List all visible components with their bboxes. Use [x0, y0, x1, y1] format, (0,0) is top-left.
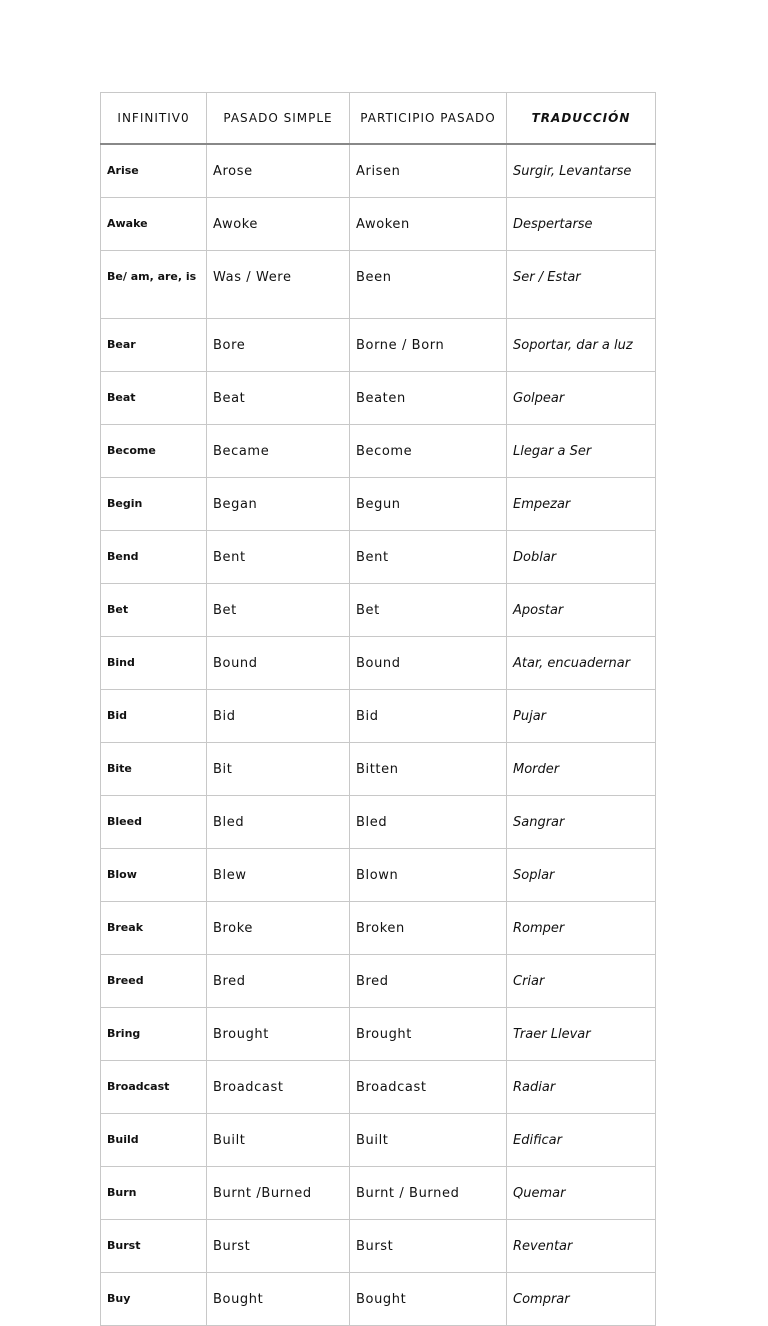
cell-past-simple: Bore	[207, 319, 350, 372]
cell-translation: Romper	[507, 902, 656, 955]
cell-translation: Soportar, dar a luz	[507, 319, 656, 372]
table-row	[101, 955, 656, 1008]
table-row	[101, 743, 656, 796]
cell-infinitive: Awake	[101, 198, 207, 251]
table-row	[101, 584, 656, 637]
cell-infinitive: Bind	[101, 637, 207, 690]
cell-past-simple: Built	[207, 1114, 350, 1167]
header-participio-pasado: PARTICIPIO PASADO	[350, 93, 507, 145]
cell-past-simple: Arose	[207, 144, 350, 198]
cell-past-simple: Broke	[207, 902, 350, 955]
cell-translation: Radiar	[507, 1061, 656, 1114]
cell-translation: Golpear	[507, 372, 656, 425]
cell-translation: Comprar	[507, 1273, 656, 1326]
cell-past-simple: Bet	[207, 584, 350, 637]
cell-past-participle: Broken	[350, 902, 507, 955]
cell-translation: Reventar	[507, 1220, 656, 1273]
table-row	[101, 637, 656, 690]
table-row	[101, 531, 656, 584]
cell-infinitive: Break	[101, 902, 207, 955]
cell-translation: Morder	[507, 743, 656, 796]
cell-infinitive: Burn	[101, 1167, 207, 1220]
cell-past-participle: Borne / Born	[350, 319, 507, 372]
table-row	[101, 1114, 656, 1167]
cell-past-participle: Bet	[350, 584, 507, 637]
cell-past-simple: Became	[207, 425, 350, 478]
cell-past-participle: Built	[350, 1114, 507, 1167]
header-row	[101, 93, 656, 145]
cell-translation: Soplar	[507, 849, 656, 902]
cell-past-participle: Burst	[350, 1220, 507, 1273]
cell-past-participle: Become	[350, 425, 507, 478]
cell-past-simple: Bid	[207, 690, 350, 743]
cell-past-participle: Been	[350, 251, 507, 319]
cell-infinitive: Bite	[101, 743, 207, 796]
cell-past-simple: Was / Were	[207, 251, 350, 319]
cell-infinitive: Be/ am, are, is	[101, 251, 207, 319]
cell-infinitive: Burst	[101, 1220, 207, 1273]
cell-past-simple: Brought	[207, 1008, 350, 1061]
cell-past-participle: Bred	[350, 955, 507, 1008]
cell-infinitive: Broadcast	[101, 1061, 207, 1114]
cell-translation: Traer Llevar	[507, 1008, 656, 1061]
table-row	[101, 144, 656, 198]
cell-past-simple: Blew	[207, 849, 350, 902]
cell-past-participle: Beaten	[350, 372, 507, 425]
cell-infinitive: Buy	[101, 1273, 207, 1326]
cell-infinitive: Build	[101, 1114, 207, 1167]
table-body	[101, 144, 656, 1326]
table-row	[101, 690, 656, 743]
cell-infinitive: Arise	[101, 144, 207, 198]
cell-translation: Sangrar	[507, 796, 656, 849]
cell-translation: Llegar a Ser	[507, 425, 656, 478]
cell-infinitive: Bid	[101, 690, 207, 743]
cell-past-simple: Began	[207, 478, 350, 531]
cell-infinitive: Breed	[101, 955, 207, 1008]
table-header	[101, 93, 656, 145]
table-row	[101, 372, 656, 425]
cell-past-participle: Broadcast	[350, 1061, 507, 1114]
cell-infinitive: Beat	[101, 372, 207, 425]
table-row	[101, 902, 656, 955]
cell-past-participle: Bled	[350, 796, 507, 849]
cell-past-participle: Burnt / Burned	[350, 1167, 507, 1220]
table-row	[101, 319, 656, 372]
cell-infinitive: Bend	[101, 531, 207, 584]
header-pasado-simple: PASADO SIMPLE	[207, 93, 350, 145]
table-row	[101, 425, 656, 478]
cell-infinitive: Bleed	[101, 796, 207, 849]
cell-infinitive: Blow	[101, 849, 207, 902]
table-row	[101, 1008, 656, 1061]
cell-infinitive: Become	[101, 425, 207, 478]
cell-translation: Criar	[507, 955, 656, 1008]
cell-translation: Atar, encuadernar	[507, 637, 656, 690]
irregular-verbs-table	[100, 92, 656, 1326]
cell-past-simple: Bound	[207, 637, 350, 690]
cell-past-simple: Bit	[207, 743, 350, 796]
table-row	[101, 1167, 656, 1220]
cell-past-participle: Blown	[350, 849, 507, 902]
cell-translation: Despertarse	[507, 198, 656, 251]
cell-past-participle: Brought	[350, 1008, 507, 1061]
cell-past-participle: Arisen	[350, 144, 507, 198]
cell-past-participle: Bitten	[350, 743, 507, 796]
header-traduccion: TRADUCCIÓN	[507, 93, 656, 145]
cell-infinitive: Bet	[101, 584, 207, 637]
cell-translation: Quemar	[507, 1167, 656, 1220]
cell-past-simple: Bled	[207, 796, 350, 849]
cell-translation: Ser / Estar	[507, 251, 656, 319]
cell-past-participle: Bought	[350, 1273, 507, 1326]
cell-past-simple: Bent	[207, 531, 350, 584]
cell-translation: Doblar	[507, 531, 656, 584]
table-row	[101, 251, 656, 319]
cell-past-simple: Awoke	[207, 198, 350, 251]
cell-past-simple: Broadcast	[207, 1061, 350, 1114]
cell-past-simple: Beat	[207, 372, 350, 425]
cell-translation: Surgir, Levantarse	[507, 144, 656, 198]
table-row	[101, 1061, 656, 1114]
table-row	[101, 478, 656, 531]
cell-translation: Pujar	[507, 690, 656, 743]
cell-past-simple: Bred	[207, 955, 350, 1008]
cell-infinitive: Begin	[101, 478, 207, 531]
cell-translation: Apostar	[507, 584, 656, 637]
cell-past-simple: Burst	[207, 1220, 350, 1273]
table-row	[101, 1220, 656, 1273]
cell-past-simple: Burnt /Burned	[207, 1167, 350, 1220]
table-row	[101, 1273, 656, 1326]
cell-translation: Empezar	[507, 478, 656, 531]
cell-past-participle: Awoken	[350, 198, 507, 251]
cell-infinitive: Bear	[101, 319, 207, 372]
cell-past-participle: Begun	[350, 478, 507, 531]
cell-translation: Edificar	[507, 1114, 656, 1167]
cell-past-participle: Bid	[350, 690, 507, 743]
cell-infinitive: Bring	[101, 1008, 207, 1061]
table-row	[101, 849, 656, 902]
header-infinitivo: INFINITIV0	[101, 93, 207, 145]
cell-past-participle: Bent	[350, 531, 507, 584]
cell-past-simple: Bought	[207, 1273, 350, 1326]
table-row	[101, 198, 656, 251]
table-row	[101, 796, 656, 849]
cell-past-participle: Bound	[350, 637, 507, 690]
